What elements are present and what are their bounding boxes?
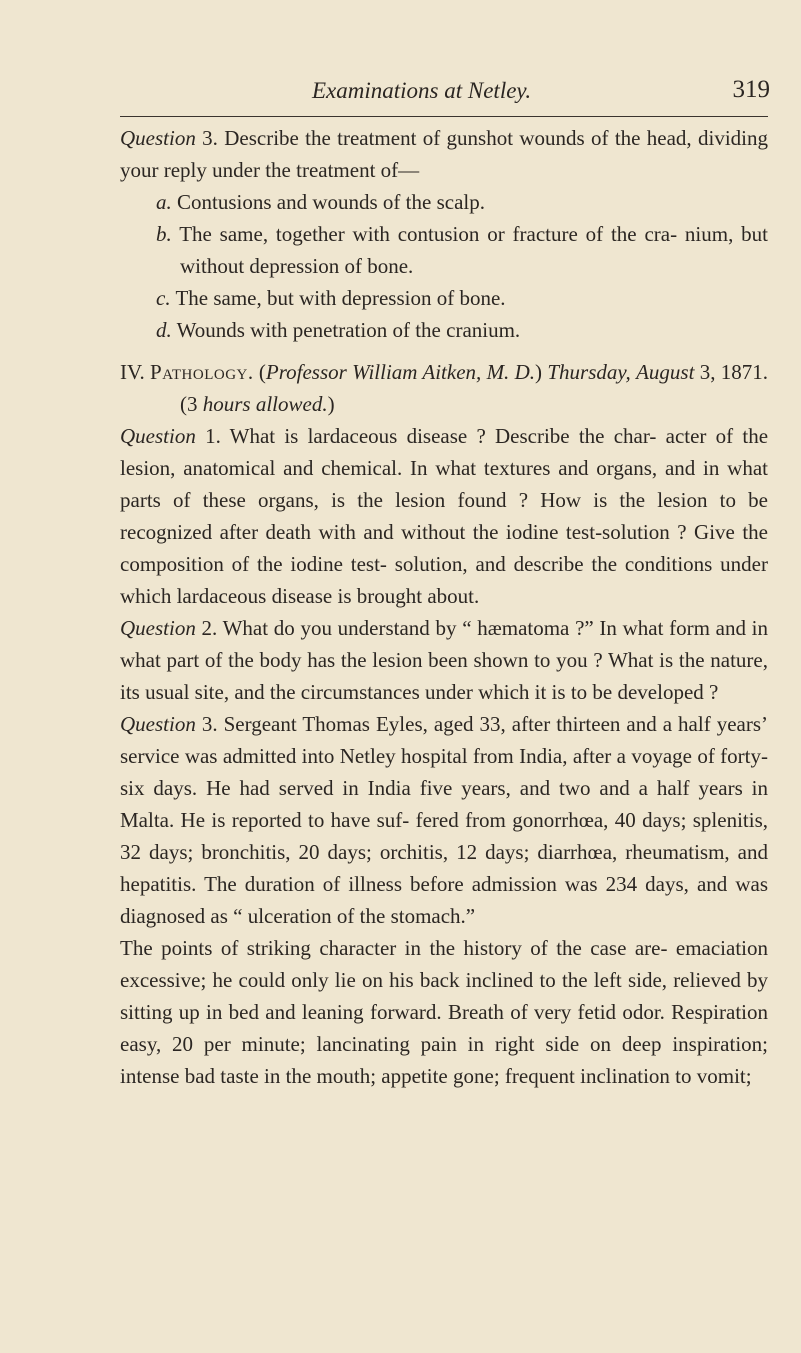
section-title: Pathology. [150,360,254,384]
question-text: What do you understand by “ hæmatoma ?” In what form and in what part of the body has the lesion been shown to you ? What is the nature, its usual site, and the circumstances under which it is to be developed ? [120,616,768,704]
section-heading-pathology [120,356,768,420]
question-number: 3. [202,126,218,150]
section-numeral: IV. [120,360,145,384]
header-rule [120,116,768,117]
question-label: Question [120,712,196,736]
professor-name: Professor William Aitken, M. D. [265,360,536,384]
pathology-question-2 [120,612,768,708]
list-item-c [120,282,768,314]
question-number: 2. [201,616,218,640]
question-number: 3. [201,712,218,736]
pathology-question-1 [120,420,768,612]
list-item-d [120,314,768,346]
question-text: Describe the treatment of gunshot wounds of the head, dividing your reply under the treatment of— [120,126,769,182]
item-letter: a. [156,190,172,214]
exam-month: August [636,360,695,384]
item-text: Contusions and wounds of the scalp. [171,190,485,214]
item-text: Wounds with penetration of the cranium. [171,318,521,342]
list-item-b [120,218,768,282]
question-3-treatment [120,122,768,186]
case-history-paragraph: The points of striking character in the history of the case are- emaciation excessive; he could only lie on his back inclined to the left side, relieved by sitting up in bed and leaning forward. Breath of very fetid odor. Respiration easy, 20 per minute; lancinating pain in right side on deep inspiration; intense bad taste in the mouth; appetite gone; frequent inclination to vomit; [120,936,768,1088]
item-letter: b. [156,222,172,246]
item-text: The same, but with depression of bone. [170,286,506,310]
list-item-a [120,186,768,218]
running-header [120,72,770,112]
question-text: What is lardaceous disease ? Describe the char- acter of the lesion, anatomical and chemical. In what textures and organs, and in what parts of these organs, is the lesion found ? How is the lesion to be recognized after death with and without the iodine test-solution ? Give the composition of the iodine test- solution, and describe the conditions under which lardaceous disease is brought about. [120,424,769,608]
paren-close: ) [535,360,543,384]
hours-allowed: hours allowed. [202,392,328,416]
hours-close: ) [327,392,335,416]
question-label: Question [120,616,196,640]
item-letter: c. [156,286,171,310]
question-label: Question [120,424,196,448]
question-label: Question [120,126,196,150]
pathology-question-3 [120,708,768,932]
question-number: 1. [205,424,221,448]
page-number: 319 [732,76,770,103]
question-text: Sergeant Thomas Eyles, aged 33, after thirteen and a half years’ service was admitted into Netley hospital from India, after a voyage of forty-six days. He had served in India five years, and two and a half years in Malta. He is reported to have suf- fered from gonorrhœa, 40 days; splenitis, 32 days; bronchitis, 20 days; orchitis, 12 days; diarrhœa, rheumatism, and hepatitis. The duration of illness before admission was 234 days, and was diagnosed as “ ulceration of the stomach.” [120,712,769,928]
item-letter: d. [156,318,172,342]
running-title: Examinations at Netley. [312,78,532,103]
page-body [120,122,768,1092]
exam-day: Thursday, [547,360,631,384]
spacer [120,346,768,356]
exam-date: 3, 1871. (3 [180,360,769,416]
item-text: The same, together with contusion or fracture of the cra- nium, but without depression of bone. [171,222,768,278]
paren-open: ( [258,360,266,384]
